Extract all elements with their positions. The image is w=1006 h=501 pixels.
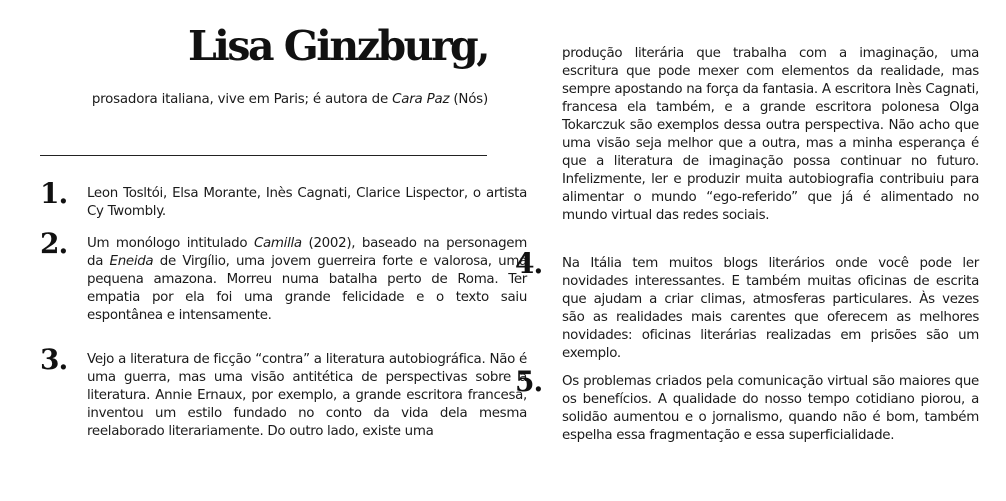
book-title: Cara Paz <box>392 92 450 107</box>
answer-3 <box>40 343 527 441</box>
answer-text: Vejo a literatura de ficção “contra” a literatura autobiográfica. Não é uma guerra, mas uma visão antitética de perspectivas sobre a literatura. Annie Ernaux, por exemplo, a grande escritora francesa, inventou um estilo fundado no conto da vida dela mesma reelaborado literariamente. Do outro lado, existe uma <box>87 352 527 439</box>
author-bio <box>40 91 488 109</box>
answer-number: 4. <box>515 247 543 280</box>
answer-number: 5. <box>515 365 543 398</box>
answer-text: produção literária que trabalha com a imaginação, uma escritura que pode mexer com elementos da realidade, mas sempre apostando na força da fantasia. A escritora Inès Cagnati, francesa ela também, e a grande escritora polonesa Olga Tokarczuk são exemplos dessa outra perspectiva. Não acho que uma visão seja melhor que a outra, mas a minha esperança é que a literatura de imaginação possa continuar no futuro. Infelizmente, ler e produzir muita autobiografia contribuiu para alimentar o mundo “ego-referido” que já é alimentado no mundo virtual das redes sociais. <box>562 46 979 223</box>
header-divider <box>40 155 487 156</box>
work-title: Eneida <box>109 254 154 269</box>
bio-text: prosadora italiana, vive em Paris; é autora de <box>91 92 393 107</box>
answer-text: Um monólogo intitulado Camilla (2002), baseado na personagem da Eneida de Virgílio, uma jovem guerreira forte e valorosa, uma pequena amazona. Morreu numa batalha perto de Roma. Ter empatia por ela foi uma grande felicidade e o texto saiu espontânea e intensamente. <box>87 236 527 323</box>
answer-text: Os problemas criados pela comunicação virtual são maiores que os benefícios. A qualidade do nosso tempo cotidiano piorou, a solidão aumentou e o jornalismo, quando não é bom, também espelha essa fragmentação e essa superficialidade. <box>562 374 979 443</box>
answer-3-continued <box>515 45 979 225</box>
publisher-note: (Nós) <box>449 92 488 107</box>
answer-number: 2. <box>40 227 68 260</box>
answer-text: Leon Tosltói, Elsa Morante, Inès Cagnati, Clarice Lispector, o artista Cy Twombly. <box>87 186 527 219</box>
author-name: Lisa Ginzburg, <box>187 22 488 70</box>
answer-4 <box>515 247 979 363</box>
work-title: Camilla <box>253 236 302 251</box>
answer-2 <box>40 227 527 325</box>
answer-number: 1. <box>40 177 68 210</box>
answer-1 <box>40 177 527 221</box>
answer-text: Na Itália tem muitos blogs literários onde você pode ler novidades interessantes. E também muitas oficinas de escrita que ajudam a criar climas, atmosferas particulares. Às vezes são as realidades mais carentes que oferecem as melhores novidades: oficinas literárias realizadas em prisões são um exemplo. <box>562 256 979 361</box>
answer-5 <box>515 365 979 445</box>
answer-number: 3. <box>40 343 68 376</box>
